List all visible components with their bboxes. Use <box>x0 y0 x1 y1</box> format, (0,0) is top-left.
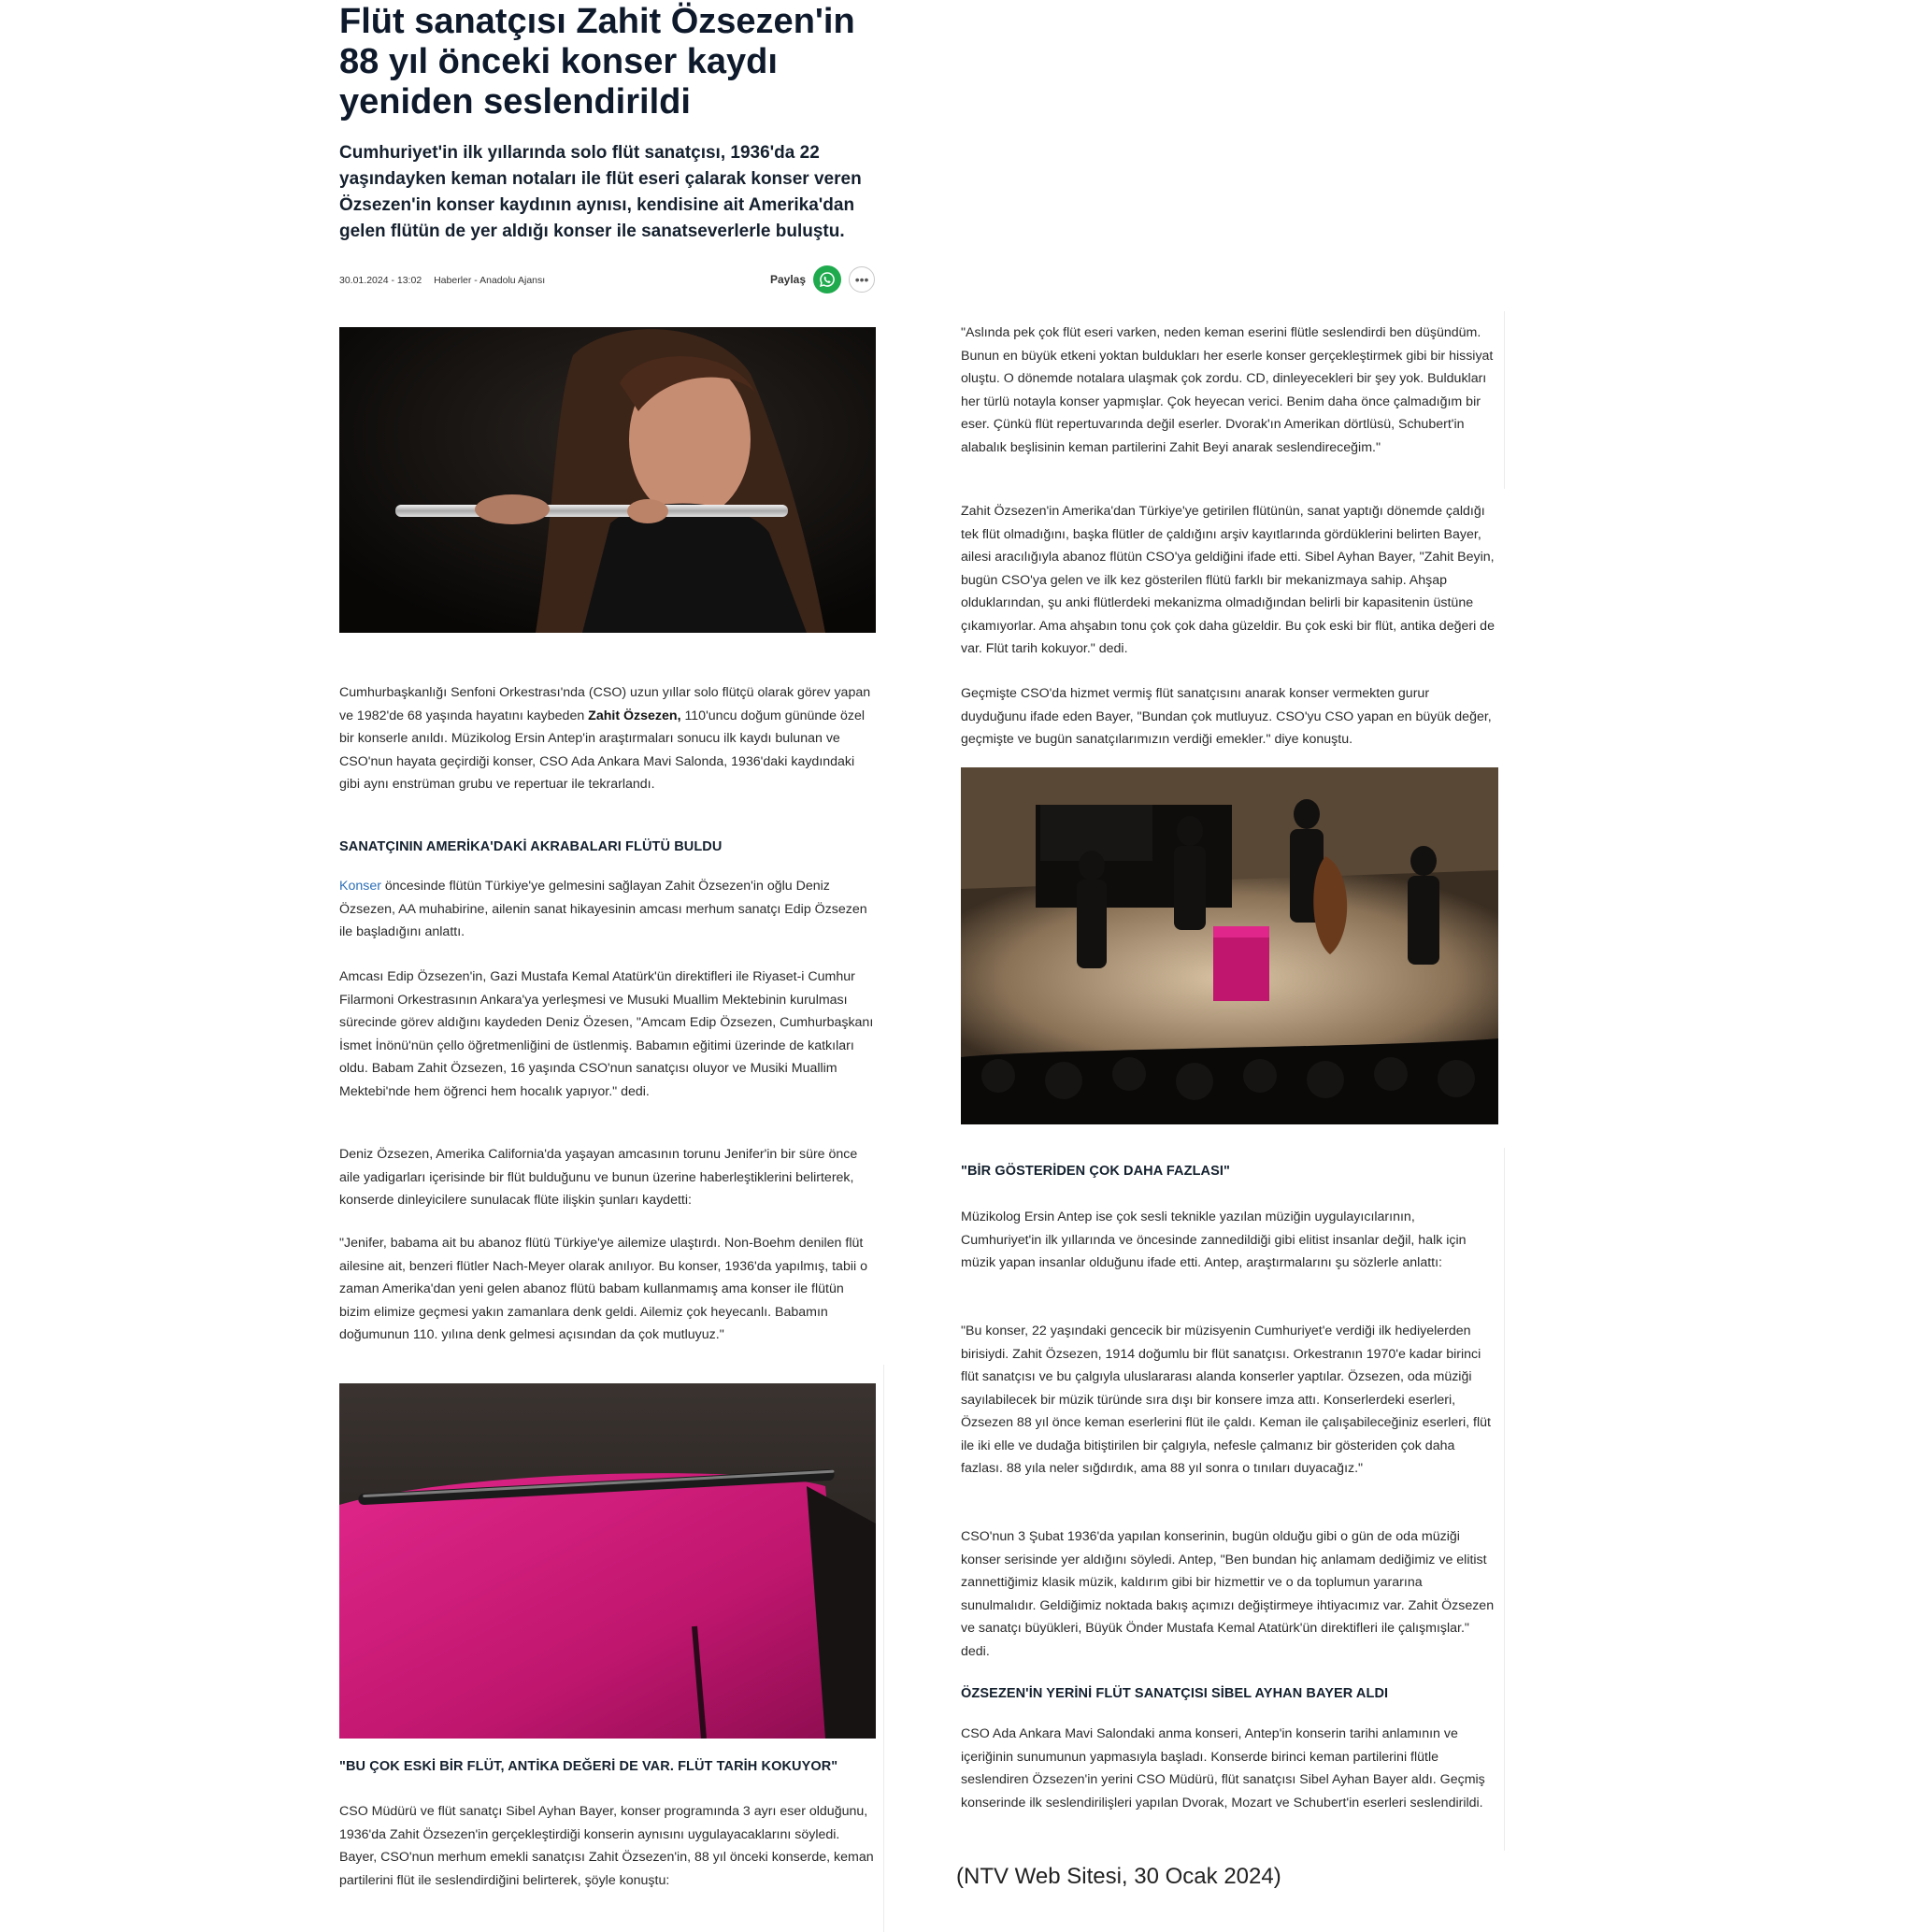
article-date: 30.01.2024 - 13:02 <box>339 275 422 286</box>
konser-link[interactable]: Konser <box>339 879 381 894</box>
left-paragraph-5: CSO Müdürü ve flüt sanatçı Sibel Ayhan Bayer, konser programında 3 ayrı eser olduğunu, 1936'da Zahit Özsezen'in gerçekleştirdiği konserin aynısını uygulayacaklarını söyledi. Bayer, CSO'nun merhum emekli sanatçısı Zahit Özsezen'in, 88 yıl önceki konserde, keman partilerini flüt ile seslendirdiğini belirterek, şöyle konuştu: <box>339 1804 874 1888</box>
photo-flutist <box>339 327 876 633</box>
photo-ensemble-stage <box>961 767 1498 1124</box>
left-quote-1: "Jenifer, babama ait bu abanoz flütü Türkiye'ye ailemize ulaştırdı. Non-Boehm denilen flüt ailesine ait, benzeri flütler Nach-Meyer olarak anılıyor. Bu konser, 1936'da yapılmış, tabii o zaman Amerika'dan yeni gelen abanoz flütü babam kullanmamış ama konser ile flütün bizim elimize geçmesi yakın zamanlara denk geldi. Ailemiz çok heyecanlı. Babamın doğumunun 110. yılına denk gelmesi açısından da çok mutluyuz." <box>339 1236 867 1342</box>
left-paragraph-3: Amcası Edip Özsezen'in, Gazi Mustafa Kemal Atatürk'ün direktifleri ile Riyaset-i Cumhur Filarmoni Orkestrasının Ankara'ya yerleşmesi ve Musuki Muallim Mektebinin kurulması sürecinde görev aldığını kaydeden Deniz Özesen, "Amcam Edip Özsezen, Cumhurbaşkanı İsmet İnönü'nün çello öğretmenliğini de üstlenmiş. Babamın eğitimi üzerinde de katkıları oldu. Babam Zahit Özsezen, 16 yaşında CSO'nun sanatçısı oluyor ve Musiki Muallim Mektebi'nde hem öğrenci hem hocalık yapıyor." dedi. <box>339 969 874 1099</box>
column-divider <box>883 1365 884 1932</box>
column-divider <box>1504 311 1505 489</box>
article-title: Flüt sanatçısı Zahit Özsezen'in 88 yıl önceki konser kaydı yeniden seslendirildi <box>339 2 855 122</box>
article-source: Haberler - Anadolu Ajansı <box>434 275 546 286</box>
person-name: Zahit Özsezen, <box>588 708 681 723</box>
section-heading-more-than-show: "BİR GÖSTERİDEN ÇOK DAHA FAZLASI" <box>961 1164 1230 1179</box>
column-divider <box>1504 1148 1505 1851</box>
share-label: Paylaş <box>770 273 807 286</box>
right-paragraph-5: CSO Ada Ankara Mavi Salondaki anma konseri, Antep'in konserin tarihi anlamının ve içeriğinin sunumunun yapmasıyla başladı. Konserde birinci keman partilerini flütle seslendiren Özsezen'in yerini CSO Müdürü, flüt sanatçısı Sibel Ayhan Bayer aldı. Geçmiş konserinde ilk seslendirilişleri yapılan Dvorak, Mozart ve Schubert'in eserleri seslendirildi. <box>961 1726 1485 1810</box>
section-heading-antique-flute: "BU ÇOK ESKİ BİR FLÜT, ANTİKA DEĞERİ DE VAR. FLÜT TARİH KOKUYOR" <box>339 1759 838 1774</box>
whatsapp-icon[interactable] <box>813 265 841 293</box>
section-heading-relatives: SANATÇININ AMERİKA'DAKİ AKRABALARI FLÜTÜ BULDU <box>339 839 723 854</box>
section-heading-bayer: ÖZSEZEN'İN YERİNİ FLÜT SANATÇISI SİBEL AYHAN BAYER ALDI <box>961 1686 1389 1701</box>
right-paragraph-1: Zahit Özsezen'in Amerika'dan Türkiye'ye getirilen flütünün, sanat yaptığı dönemde çaldığı tek flüt olmadığını, başka flütler de çaldığını arşiv kayıtlarında gördüklerini belirten Bayer, ailesi aracılığıyla abanoz flütün CSO'ya geldiğini ifade etti. Sibel Ayhan Bayer, "Zahit Beyin, bugün CSO'ya gelen ve ilk kez gösterilen flütü farklı bir mekanizmaya sahip. Ahşap olduklarından, şu anki flütlerdeki mekanizma olmadığından belirli bir kapasitenin üstüne çıkamıyorlar. Ama ahşabın tonu çok çok daha güzeldir. Bu çok eski bir flüt, antika değeri de var. Flüt tarih kokuyor." dedi. <box>961 504 1495 656</box>
share-bar <box>770 265 875 293</box>
article-meta <box>339 275 545 286</box>
right-paragraph-2: Geçmişte CSO'da hizmet vermiş flüt sanatçısını anarak konser vermekten gurur duyduğunu ifade eden Bayer, "Bundan çok mutluyuz. CSO'yu CSO yapan en büyük değer, geçmişte ve bugün sanatçılarımızın verdiği emekler." diye konuştu. <box>961 686 1492 747</box>
right-quote-2: "Bu konser, 22 yaşındaki gencecik bir müzisyenin Cumhuriyet'e verdiği ilk hediyelerden birisiydi. Zahit Özsezen, 1914 doğumlu bir flüt sanatçısı. Orkestranın 1970'e kadar birinci flüt sanatçısı ve bu çalgıyla uluslararası alanda konserler yaptılar. Özsezen, oda müziği sayılabilecek bir müzik türünde sıra dışı bir konsere imza attı. Konserlerdeki eserleri, Özsezen 88 yıl önce keman eserlerini flüt ile çaldı. Keman ile çalışabileceğiniz eserleri, flüt ile iki elle ve dudağa bitiştirilen bir çalgıyla, nefesle çalmanız bir gösteriden çok daha fazlası. 88 yıla neler sığdırdık, ama 88 yıl sonra o tınıları duyacağız." <box>961 1324 1491 1476</box>
left-paragraph-4: Deniz Özsezen, Amerika California'da yaşayan amcasının torunu Jenifer'in bir süre önce aile yadigarları içerisinde bir flüt bulduğunu ve bunun üzerine haberleştiklerini belirterek, konserde dinleyicilere sunulacak flüte ilişkin şunları kaydetti: <box>339 1147 858 1208</box>
source-caption: (NTV Web Sitesi, 30 Ocak 2024) <box>956 1864 1281 1889</box>
right-paragraph-4: CSO'nun 3 Şubat 1936'da yapılan konserinin, bugün olduğu gibi o gün de oda müziği konser serisinde yer aldığını söyledi. Antep, "Ben bundan hiç anlamam dediğimiz ve elitist zannettiğimiz klasik müzik, kaldırım gibi bir hizmettir ve o da toplumun yararına sunulmalıdır. Geldiğimiz noktada bakış açımızı değiştirmeye ihtiyacımız var. Zahit Özsezen ve sanatçı büyükleri, Büyük Önder Mustafa Kemal Atatürk'ün direktifleri ile çalışmışlar." dedi. <box>961 1529 1495 1659</box>
left-paragraph-1: Cumhurbaşkanlığı Senfoni Orkestrası'nda (CSO) uzun yıllar solo flütçü olarak görev yapan ve 1982'de 68 yaşında hayatını kaybeden Zahit Özsezen, 110'uncu doğum gününde özel bir konserle anıldı. Müzikolog Ersin Antep'in araştırmaları sonucu ilk kaydı bulunan ve CSO'nun hayata geçirdiği konser, CSO Ada Ankara Mavi Salonda, 1936'daki kaydındaki gibi aynı enstrüman grubu ve repertuar ile tekrarlandı. <box>339 685 871 792</box>
right-paragraph-3: Müzikolog Ersin Antep ise çok sesli teknikle yazılan müziğin uygulayıcılarının, Cumhuriyet'in ilk yıllarında ve öncesinde zannedildiği gibi elitist insanlar değil, halk için müzik yapan insanlar olduğunu ifade etti. Antep, araştırmalarını şu sözlerle anlattı: <box>961 1209 1467 1270</box>
right-quote-1: "Aslında pek çok flüt eseri varken, neden keman eserini flütle seslendirdi ben düşündüm. Bunun en büyük etkeni yoktan buldukları her eserle konser gerçekleştirmek gibi bir hissiyat oluştu. O dönemde notalara ulaşmak çok zordu. CD, dinleyecekleri bir şey yok. Buldukları her türlü notayla konser yapmışlar. Çok heyecan verici. Benim daha önce çalmadığım bir eser. Çünkü flüt repertuvarında değil eserler. Dvorak'ın Amerikan dörtlüsü, Schubert'in alabalık beşlisinin keman partilerini Zahit Beyi anarak seslendireceğim." <box>961 325 1494 455</box>
article-lead: Cumhuriyet'in ilk yıllarında solo flüt sanatçısı, 1936'da 22 yaşındayken keman notaları ile flüt eseri çalarak konser veren Özsezen'in konser kaydının aynısı, kendisine ait Amerika'dan gelen flütün de yer aldığı konser ile sanatseverlerle buluştu. <box>339 143 862 241</box>
left-paragraph-2: Konser öncesinde flütün Türkiye'ye gelmesini sağlayan Zahit Özsezen'in oğlu Deniz Özsezen, AA muhabirine, ailenin sanat hikayesinin amcası merhum sanatçı Edip Özsezen ile başladığını anlattı. <box>339 879 867 939</box>
more-icon[interactable]: ••• <box>849 266 875 293</box>
photo-flute-on-box <box>339 1383 876 1739</box>
